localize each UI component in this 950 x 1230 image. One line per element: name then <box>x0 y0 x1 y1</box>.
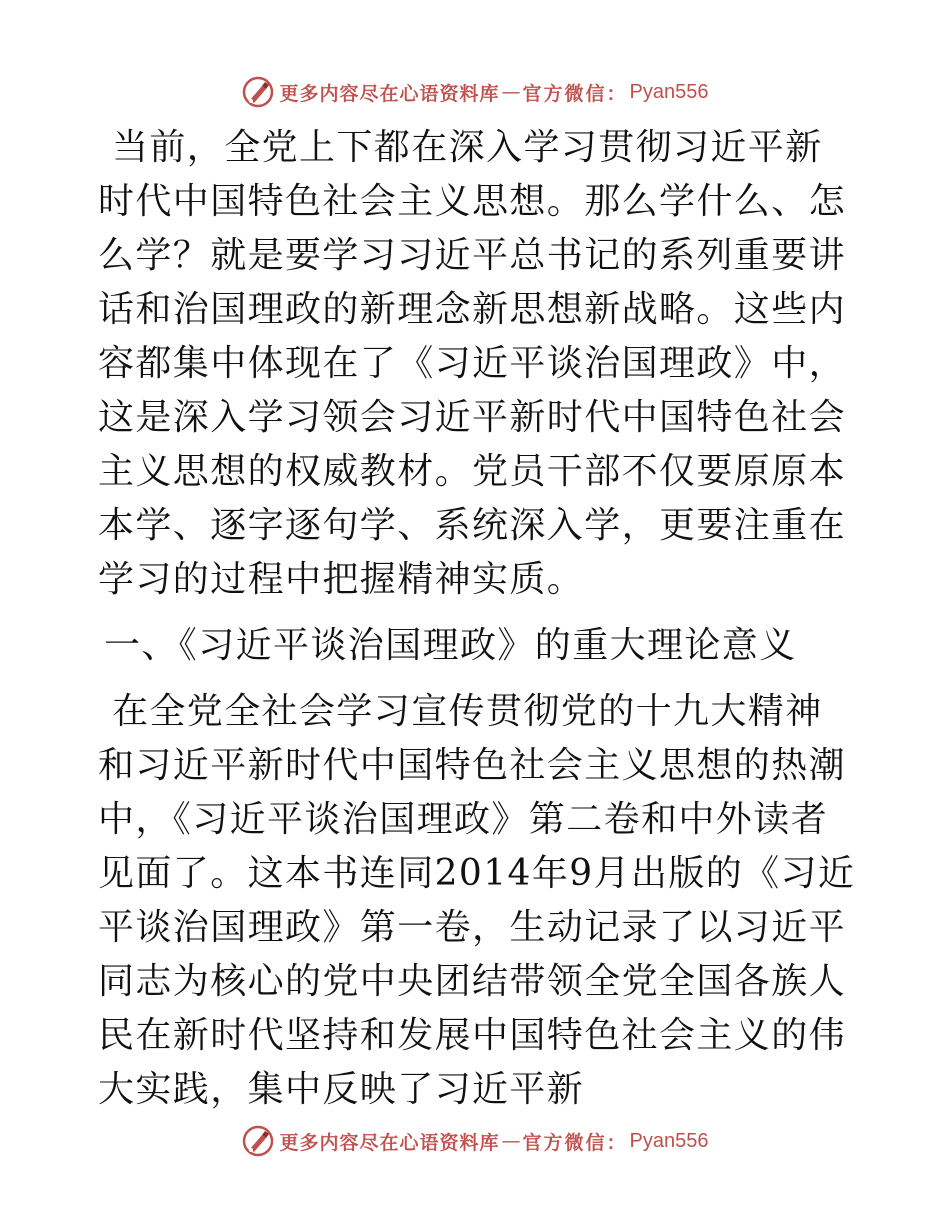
header-banner <box>0 72 950 112</box>
footer-banner-wechat-label: 官方微信： <box>522 1131 628 1154</box>
header-banner-wechat-label: 官方微信： <box>522 82 628 105</box>
section-heading: 一、《习近平谈治国理政》的重大理论意义 <box>104 625 797 666</box>
header-banner-text: 更多内容尽在心语资料库 <box>279 82 500 105</box>
header-banner-wechat-id: Pyan556 <box>629 80 709 103</box>
pen-logo-icon <box>242 1125 274 1157</box>
footer-banner-separator: — <box>501 1130 521 1152</box>
pen-logo-icon <box>242 76 274 108</box>
footer-banner <box>0 1121 950 1161</box>
header-banner-separator: — <box>501 81 521 103</box>
paragraph-intro: 当前，全党上下都在深入学习贯彻习近平新时代中国特色社会主义思想。那么学什么、怎么学？就是要学习习近平总书记的系列重要讲话和治国理政的新理念新思想新战略。这些内容都集中体现在了《习近平谈治国理政》中，这是深入学习领会习近平新时代中国特色社会主义思想的权威教材。党员干部不仅要原原本本学、逐字逐句学、系统深入学，更要注重在学习的过程中把握精神实质。 <box>98 127 847 600</box>
paragraph-significance: 在全党全社会学习宣传贯彻党的十九大精神和习近平新时代中国特色社会主义思想的热潮中，《习近平谈治国理政》第二卷和中外读者见面了。这本书连同2014年9月出版的《习近平谈治国理政》第一卷，生动记录了以习近平同志为核心的党中央团结带领全党全国各族人民在新时代坚持和发展中国特色社会主义的伟大实践，集中反映了习近平新 <box>98 691 856 1110</box>
footer-banner-wechat-id: Pyan556 <box>629 1129 709 1152</box>
document-body <box>98 121 858 1117</box>
footer-banner-text: 更多内容尽在心语资料库 <box>279 1131 500 1154</box>
